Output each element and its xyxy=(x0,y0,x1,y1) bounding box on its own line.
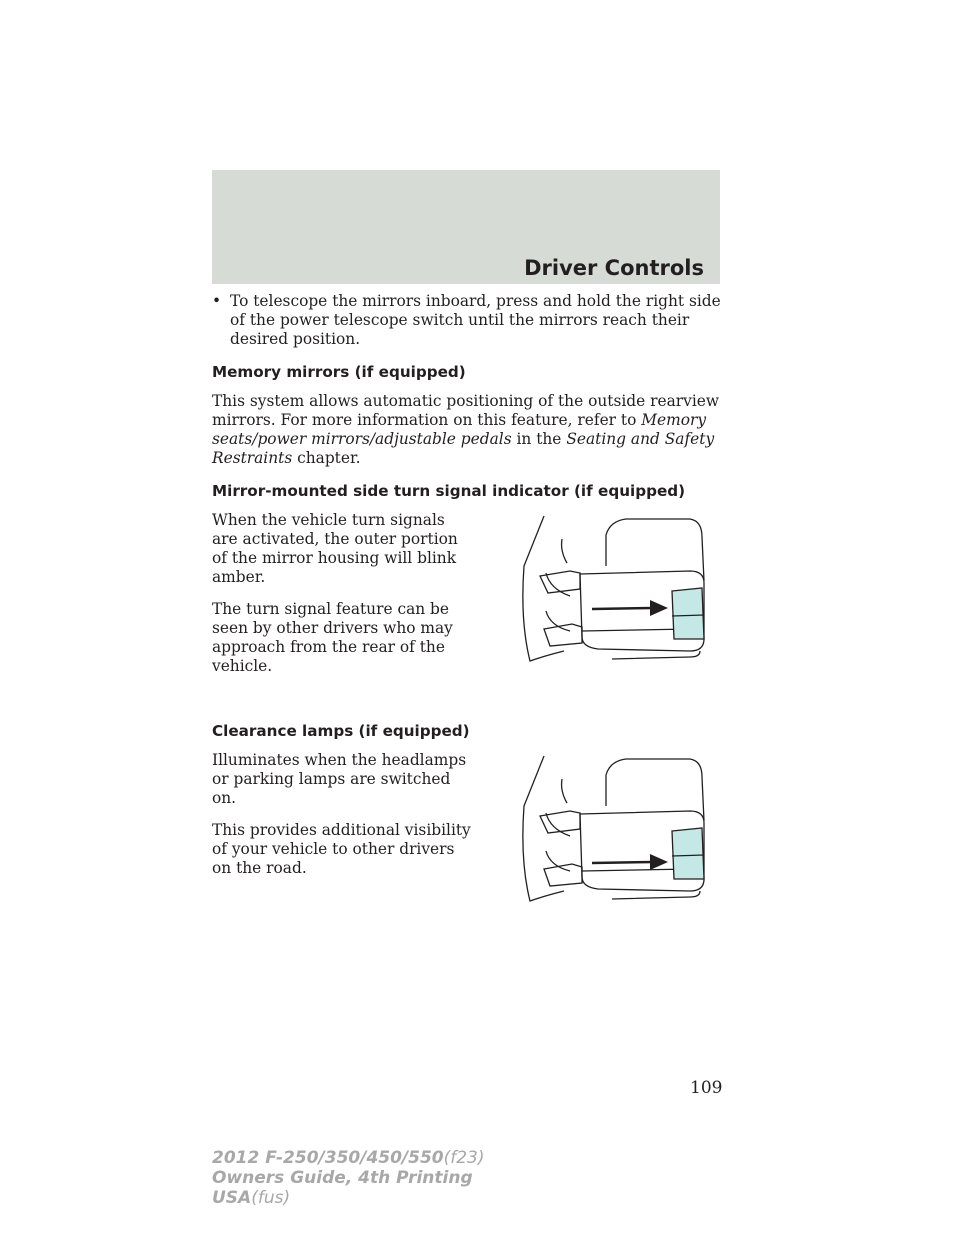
clearance-lamp xyxy=(672,828,704,879)
turn-signal-lamp xyxy=(672,588,704,639)
bullet-text: To telescope the mirrors inboard, press and hold the right side of the power telescope switch until the mirrors reach their desired position. xyxy=(230,292,721,348)
clearance-paragraph-2: This provides additional visibility of your vehicle to other drivers on the road. xyxy=(212,821,471,877)
page-number: 109 xyxy=(690,1078,723,1098)
turn-signal-text xyxy=(212,511,474,689)
clearance-mirror-drawing xyxy=(522,751,722,909)
section-title: Driver Controls xyxy=(524,256,704,280)
turn-signal-heading: Mirror-mounted side turn signal indicator (if equipped) xyxy=(212,482,686,500)
footer-line-1 xyxy=(212,1148,485,1168)
footer-model: 2012 F-250/350/450/550 xyxy=(212,1148,444,1168)
turn-signal-section xyxy=(212,511,722,689)
memory-text-1: This system allows automatic positioning of the outside rearview mirrors. For more information on this feature, refer to xyxy=(212,392,720,429)
memory-mirrors-heading: Memory mirrors (if equipped) xyxy=(212,363,466,381)
clearance-paragraph-1: Illuminates when the headlamps or parking lamps are switched on. xyxy=(212,751,467,807)
seating-safety-reference: Seating and Safety Restraints xyxy=(212,430,715,467)
indicator-arrow-shaft xyxy=(592,608,654,609)
lower-mount-block xyxy=(544,624,582,646)
memory-text-2: in the xyxy=(511,430,567,448)
clearance-lamps-text xyxy=(212,751,474,909)
footer-market: USA xyxy=(212,1188,252,1208)
door-outline xyxy=(523,756,564,901)
housing-bottom xyxy=(612,891,700,899)
turn-signal-paragraph-2: The turn signal feature can be seen by other drivers who may approach from the rear of the vehicle. xyxy=(212,600,453,675)
mirror-arm xyxy=(546,539,570,631)
turn-signal-mirror-drawing xyxy=(522,511,722,669)
memory-seats-reference: Memory seats/power mirrors/adjustable pedals xyxy=(212,411,707,448)
mirror-arm xyxy=(546,779,570,871)
lower-mount-block xyxy=(544,864,582,886)
memory-mirrors-paragraph xyxy=(212,392,722,468)
memory-text-3: chapter. xyxy=(292,449,361,467)
turn-signal-paragraph-1: When the vehicle turn signals are activated, the outer portion of the mirror housing will blink amber. xyxy=(212,511,458,586)
section-header-band xyxy=(212,170,720,284)
door-outline xyxy=(523,516,564,661)
indicator-arrow-head xyxy=(650,854,668,870)
clearance-lamp-mirror-illustration xyxy=(522,751,722,909)
bullet-mark: • xyxy=(212,292,222,310)
housing-bottom xyxy=(612,651,700,659)
document-footer xyxy=(212,1148,485,1208)
footer-market-code: (fus) xyxy=(251,1188,291,1208)
clearance-lamps-heading: Clearance lamps (if equipped) xyxy=(212,722,470,740)
footer-line-2: Owners Guide, 4th Printing xyxy=(212,1168,473,1188)
clearance-lamps-section xyxy=(212,751,722,909)
indicator-arrow-shaft xyxy=(592,862,654,863)
page-content xyxy=(212,292,722,909)
bullet-item xyxy=(212,292,722,349)
footer-line-3 xyxy=(212,1188,485,1208)
footer-model-code: (f23) xyxy=(443,1148,485,1168)
indicator-arrow-head xyxy=(650,600,668,616)
turn-signal-mirror-illustration xyxy=(522,511,722,689)
